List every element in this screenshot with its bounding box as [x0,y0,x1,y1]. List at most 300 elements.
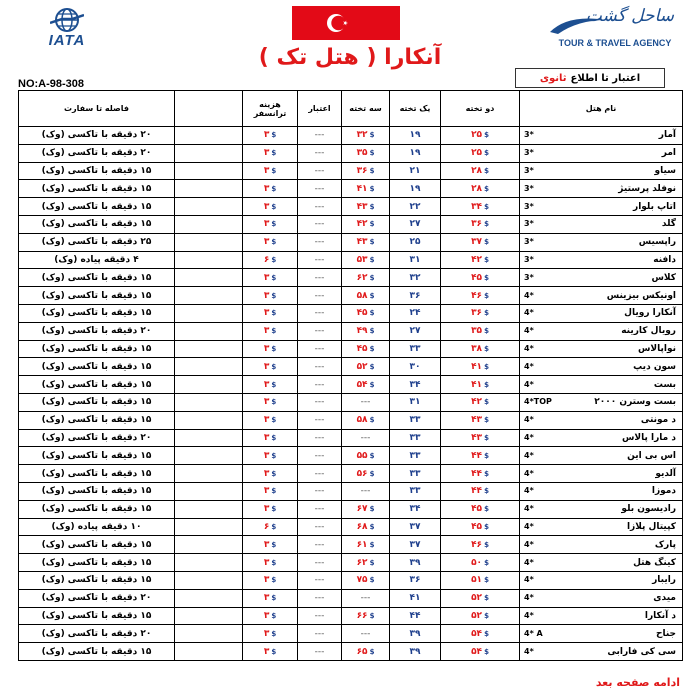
table-row [19,322,683,340]
hotel-name: راپسیس [638,237,676,248]
document-number: NO:A-98-308 [18,78,85,90]
star-rating: 3* [524,254,534,264]
credit-cell [298,180,342,198]
currency-symbol: $ [271,166,277,175]
single-cell-value: ۳۹ [409,628,421,639]
transfer-cell [243,287,298,305]
triple-cell-value: ۴۵ [356,343,368,354]
double-cell [441,589,520,607]
star-rating: 4* [524,343,534,353]
table-row [19,643,683,661]
transfer-cell [243,233,298,251]
hotel-name: کلاس [651,272,676,283]
transfer-cell-value: ۳ [263,486,270,497]
hotel-cell [520,447,683,465]
star-rating: 4* [524,486,534,496]
currency-symbol: $ [271,220,277,229]
spacer-cell [175,554,243,572]
triple-cell-value: ۵۸ [356,415,368,426]
triple-cell-value: ۶۷ [356,504,368,515]
currency-symbol: $ [271,149,277,158]
credit-cell [298,287,342,305]
triple-cell-value: ۶۵ [356,646,368,657]
double-cell-value: ۵۰ [471,557,483,568]
currency-symbol: $ [484,131,489,140]
currency-symbol: $ [484,594,489,603]
table-row [19,180,683,198]
single-cell [390,376,441,394]
double-cell [441,643,520,661]
distance-cell: ۱۵ دقیقه با تاکسی (وک) [19,287,175,305]
currency-symbol: $ [484,220,489,229]
single-cell-value: ۱۹ [409,148,421,159]
table-row [19,500,683,518]
triple-cell-value: ۴۳ [356,237,368,248]
single-cell [390,251,441,269]
triple-cell-value: ۶۲ [356,557,368,568]
transfer-cell [243,536,298,554]
credit-value: --- [314,219,325,230]
triple-cell-value: ۳۶ [356,165,368,176]
triple-cell [342,536,390,554]
credit-value: --- [314,343,325,354]
single-cell-value: ۴۴ [409,610,421,621]
table-row [19,429,683,447]
double-cell-value: ۴۴ [471,450,483,461]
distance-cell: ۲۰ دقیقه با تاکسی (وک) [19,429,175,447]
hotel-name: آنکارا رویال [624,308,676,319]
hotel-cell [520,536,683,554]
currency-symbol: $ [369,469,375,478]
double-cell [441,233,520,251]
transfer-cell [243,251,298,269]
credit-cell [298,554,342,572]
hotel-cell [520,215,683,233]
currency-symbol: $ [369,184,375,193]
double-cell [441,269,520,287]
currency-symbol: $ [369,362,375,371]
double-cell-value: ۴۶ [471,539,483,550]
currency-symbol: $ [271,291,277,300]
currency-symbol: $ [369,202,375,211]
col-header-double: دو تخته [441,91,520,127]
table-row [19,144,683,162]
credit-value: --- [314,593,325,604]
triple-cell-value: --- [360,628,371,639]
spacer-cell [175,287,243,305]
single-cell [390,500,441,518]
credit-value: --- [314,450,325,461]
star-rating: 4* [524,361,534,371]
credit-cell [298,482,342,500]
transfer-cell [243,376,298,394]
distance-cell: ۱۵ دقیقه با تاکسی (وک) [19,393,175,411]
credit-value: --- [314,379,325,390]
credit-cell [298,500,342,518]
spacer-cell [175,625,243,643]
single-cell-value: ۳۳ [409,343,421,354]
single-cell-value: ۳۲ [409,272,421,283]
currency-symbol: $ [271,380,277,389]
single-cell [390,322,441,340]
single-cell [390,304,441,322]
credit-value: --- [314,486,325,497]
transfer-cell-value: ۳ [263,343,270,354]
spacer-cell [175,340,243,358]
single-cell-value: ۳۰ [409,361,421,372]
triple-cell-value: ۷۵ [356,575,368,586]
distance-cell: ۱۵ دقیقه با تاکسی (وک) [19,607,175,625]
spacer-cell [175,251,243,269]
hotel-cell [520,607,683,625]
currency-symbol: $ [369,309,375,318]
credit-cell [298,198,342,216]
distance-cell: ۱۵ دقیقه با تاکسی (وک) [19,643,175,661]
credit-value: --- [314,521,325,532]
credit-cell [298,144,342,162]
triple-cell [342,482,390,500]
hotel-name: بست وسترن ۲۰۰۰ [594,397,676,408]
triple-cell-value: ۵۴ [356,379,368,390]
transfer-cell-value: ۳ [263,646,270,657]
single-cell [390,162,441,180]
star-rating: 4* [524,450,534,460]
currency-symbol: $ [369,255,375,264]
agency-name-fa: ساحل گشت [585,6,674,26]
currency-symbol: $ [271,202,277,211]
star-rating: 3* [524,219,534,229]
hotel-name: آلدیو [655,468,676,479]
double-cell [441,571,520,589]
currency-symbol: $ [484,647,489,656]
star-rating: 4* [524,432,534,442]
currency-symbol: $ [484,238,489,247]
spacer-cell [175,215,243,233]
triple-cell-value: ۴۹ [356,326,368,337]
star-rating: 3* [524,201,534,211]
transfer-cell-value: ۶ [263,521,270,532]
double-cell [441,198,520,216]
validity-box [515,68,665,88]
distance-cell: ۱۵ دقیقه با تاکسی (وک) [19,500,175,518]
transfer-cell-value: ۳ [263,183,270,194]
triple-cell-value: ۵۲ [356,361,368,372]
credit-value: --- [314,504,325,515]
hotel-cell [520,127,683,145]
credit-value: --- [314,183,325,194]
distance-cell: ۱۵ دقیقه با تاکسی (وک) [19,554,175,572]
double-cell-value: ۳۸ [471,343,483,354]
hotel-name: اتاپ بلوار [633,201,676,212]
turkey-flag-icon [292,6,400,40]
credit-value: --- [314,432,325,443]
triple-cell-value: ۵۳ [356,254,368,265]
credit-cell [298,215,342,233]
transfer-cell [243,180,298,198]
double-cell-value: ۴۴ [471,468,483,479]
double-cell-value: ۴۵ [471,272,483,283]
single-cell-value: ۳۹ [409,646,421,657]
transfer-cell [243,340,298,358]
triple-cell [342,269,390,287]
agency-logo [540,6,690,52]
spacer-cell [175,144,243,162]
star-rating: 3* [524,165,534,175]
transfer-cell-value: ۳ [263,165,270,176]
double-cell [441,251,520,269]
single-cell [390,589,441,607]
triple-cell [342,127,390,145]
triple-cell-value: ۳۲ [356,130,368,141]
currency-symbol: $ [484,398,489,407]
table-row [19,162,683,180]
credit-value: --- [314,237,325,248]
credit-value: --- [314,610,325,621]
transfer-cell-value: ۳ [263,539,270,550]
table-row [19,571,683,589]
single-cell-value: ۴۱ [409,593,421,604]
transfer-cell [243,269,298,287]
transfer-cell [243,643,298,661]
currency-symbol: $ [484,487,489,496]
double-cell [441,304,520,322]
single-cell [390,465,441,483]
double-cell-value: ۴۲ [471,397,483,408]
currency-symbol: $ [369,522,375,531]
credit-value: --- [314,397,325,408]
single-cell [390,127,441,145]
spacer-cell [175,376,243,394]
hotel-cell [520,304,683,322]
transfer-cell [243,447,298,465]
double-cell-value: ۲۵ [471,130,483,141]
col-header-single: یک تخته [390,91,441,127]
single-cell [390,340,441,358]
triple-cell [342,144,390,162]
hotel-cell [520,625,683,643]
hotel-cell [520,482,683,500]
spacer-cell [175,269,243,287]
double-cell-value: ۴۳ [471,415,483,426]
triple-cell [342,393,390,411]
currency-symbol: $ [484,327,489,336]
transfer-cell-value: ۳ [263,450,270,461]
double-cell [441,215,520,233]
page-title: آنکارا ( هتل تک ) [258,45,442,70]
triple-cell-value: ۶۶ [356,610,368,621]
currency-symbol: $ [484,505,489,514]
double-cell-value: ۲۸ [471,183,483,194]
triple-cell [342,589,390,607]
double-cell [441,127,520,145]
triple-cell-value: --- [360,432,371,443]
currency-symbol: $ [271,558,277,567]
currency-symbol: $ [484,344,489,353]
transfer-cell-value: ۳ [263,290,270,301]
currency-symbol: $ [369,647,375,656]
double-cell [441,376,520,394]
triple-cell [342,500,390,518]
table-row [19,625,683,643]
currency-symbol: $ [484,611,489,620]
credit-cell [298,304,342,322]
credit-cell [298,340,342,358]
transfer-cell-value: ۳ [263,628,270,639]
currency-symbol: $ [484,451,489,460]
transfer-cell-value: ۳ [263,272,270,283]
single-cell-value: ۳۱ [409,397,421,408]
distance-cell: ۴ دقیقه پیاده (وک) [19,251,175,269]
distance-cell: ۱۵ دقیقه با تاکسی (وک) [19,269,175,287]
double-cell [441,607,520,625]
distance-cell: ۱۵ دقیقه با تاکسی (وک) [19,304,175,322]
continue-note: ادامه صفحه بعد [595,676,680,689]
hotel-cell [520,269,683,287]
transfer-cell-value: ۳ [263,397,270,408]
credit-value: --- [314,468,325,479]
single-cell-value: ۳۳ [409,468,421,479]
spacer-cell [175,393,243,411]
triple-cell [342,465,390,483]
credit-value: --- [314,539,325,550]
credit-value: --- [314,628,325,639]
double-cell [441,287,520,305]
single-cell-value: ۳۹ [409,557,421,568]
hotel-name: رویال کارینه [621,326,676,337]
hotel-cell [520,251,683,269]
credit-cell [298,393,342,411]
double-cell [441,144,520,162]
currency-symbol: $ [484,255,489,264]
transfer-cell-value: ۳ [263,379,270,390]
credit-value: --- [314,575,325,586]
single-cell-value: ۳۴ [409,379,421,390]
transfer-cell-value: ۳ [263,130,270,141]
star-rating: 4* [524,415,534,425]
table-row [19,393,683,411]
transfer-cell-value: ۶ [263,254,270,265]
currency-symbol: $ [369,273,375,282]
currency-symbol: $ [369,380,375,389]
hotel-name: رایبار [652,575,676,586]
hotel-cell [520,411,683,429]
single-cell-value: ۲۷ [409,326,421,337]
hotel-cell [520,180,683,198]
currency-symbol: $ [369,576,375,585]
double-cell [441,322,520,340]
spacer-cell [175,127,243,145]
spacer-cell [175,304,243,322]
credit-value: --- [314,557,325,568]
currency-symbol: $ [484,273,489,282]
triple-cell [342,571,390,589]
transfer-cell [243,198,298,216]
validity-value: ثانوی [539,72,567,84]
double-cell-value: ۳۶ [471,219,483,230]
hotel-cell [520,376,683,394]
double-cell-value: ۴۱ [471,379,483,390]
hotel-name: د آنکارا [644,610,676,621]
transfer-cell-value: ۳ [263,415,270,426]
table-header-row [19,91,683,127]
hotel-cell [520,571,683,589]
col-header-hotel: نام هتل [520,91,683,127]
col-header-transfer: هزینه ترانسفر [243,91,298,127]
hotel-name: د مارا پالاس [622,432,676,443]
credit-cell [298,447,342,465]
currency-symbol: $ [484,433,489,442]
single-cell [390,482,441,500]
triple-cell [342,287,390,305]
distance-cell: ۱۵ دقیقه با تاکسی (وک) [19,571,175,589]
currency-symbol: $ [369,291,375,300]
table-row [19,589,683,607]
credit-cell [298,536,342,554]
single-cell-value: ۳۳ [409,486,421,497]
hotel-name: اس بی این [627,450,676,461]
single-cell [390,144,441,162]
currency-symbol: $ [271,522,277,531]
distance-cell: ۱۵ دقیقه با تاکسی (وک) [19,536,175,554]
single-cell-value: ۳۳ [409,432,421,443]
star-rating: 4* [524,379,534,389]
single-cell [390,233,441,251]
transfer-cell [243,429,298,447]
single-cell-value: ۳۶ [409,575,421,586]
currency-symbol: $ [484,362,489,371]
spacer-cell [175,482,243,500]
triple-cell-value: --- [360,397,371,408]
hotel-name: دافنه [653,254,676,265]
single-cell [390,536,441,554]
table-row [19,518,683,536]
single-cell [390,518,441,536]
credit-cell [298,607,342,625]
credit-cell [298,429,342,447]
transfer-cell-value: ۳ [263,575,270,586]
double-cell [441,625,520,643]
transfer-cell [243,393,298,411]
hotel-cell [520,322,683,340]
triple-cell-value: ۶۱ [356,539,368,550]
double-cell [441,162,520,180]
currency-symbol: $ [271,309,277,318]
hotel-cell [520,287,683,305]
currency-symbol: $ [484,184,489,193]
hotel-name: سون دیپ [633,361,676,372]
currency-symbol: $ [271,594,277,603]
hotel-name: اونیکس بیزینس [606,290,676,301]
table-row [19,482,683,500]
transfer-cell [243,482,298,500]
triple-cell-value: --- [360,593,371,604]
double-cell [441,500,520,518]
single-cell [390,607,441,625]
single-cell-value: ۲۵ [409,237,421,248]
globe-icon [50,8,84,32]
hotel-cell [520,144,683,162]
single-cell [390,198,441,216]
star-rating: 4* [524,290,534,300]
credit-cell [298,162,342,180]
single-cell-value: ۳۶ [409,290,421,301]
distance-cell: ۱۵ دقیقه با تاکسی (وک) [19,215,175,233]
hotel-cell [520,643,683,661]
currency-symbol: $ [369,505,375,514]
double-cell-value: ۴۳ [471,432,483,443]
spacer-cell [175,500,243,518]
double-cell-value: ۴۲ [471,254,483,265]
